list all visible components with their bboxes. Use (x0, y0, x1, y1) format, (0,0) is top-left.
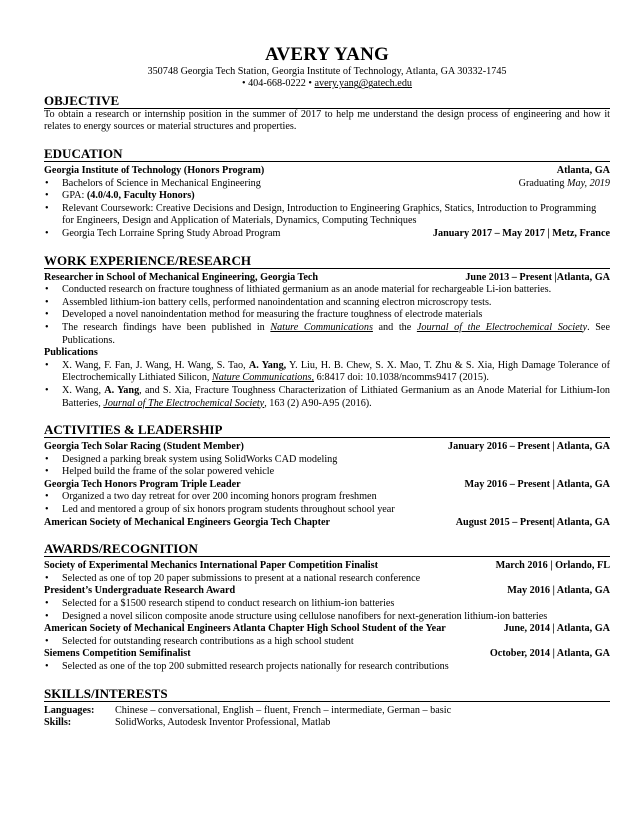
award-header-row: President’s Undergraduate Research Award May 2016 | Atlanta, GA (44, 585, 610, 597)
list-item: • Designed a parking break system using SolidWorks CAD modeling (44, 454, 610, 467)
section-activities-heading: ACTIVITIES & LEADERSHIP (44, 422, 610, 438)
publications-list (44, 360, 610, 410)
list-item: • X. Wang, F. Fan, J. Wang, H. Wang, S. Tao, A. Yang, Y. Liu, H. B. Chew, S. X. Mao, T. Zhu & S. Xia, High Damage Tolerance of Electrochemically Lithiated Silicon, Nature Communications, 6:8417 doi: 10.1038/ncomms9417 (2015). (44, 360, 610, 385)
resume-page (44, 44, 610, 730)
work-header-row (44, 272, 610, 285)
list-item: • Designed a novel silicon composite anode structure using cellulose nanofibers for next-generation lithium-ion batteries (44, 611, 610, 624)
list-item: • Selected as one of top 20 paper submissions to present at a national research conference (44, 573, 610, 586)
list-item: • Conducted research on fracture toughness of lithiated germanium as an anode material for rechargeable Li-ion batteries. (44, 284, 610, 297)
award-header-row: American Society of Mechanical Engineers Atlanta Chapter High School Student of the Year June, 2014 | Atlanta, GA (44, 623, 610, 635)
contact-line (44, 78, 610, 90)
list-item: • Organized a two day retreat for over 200 incoming honors program freshmen (44, 491, 610, 504)
activity-list (44, 491, 610, 516)
publications-heading: Publications (44, 347, 98, 359)
candidate-name: AVERY YANG (265, 44, 389, 65)
section-education-heading: EDUCATION (44, 146, 610, 162)
skills-label: Skills: (44, 717, 72, 729)
table-row (44, 717, 451, 730)
list-item: • Led and mentored a group of six honors program students throughout school year (44, 504, 610, 517)
school-location: Atlanta, GA (556, 165, 610, 176)
activity-list (44, 454, 610, 479)
education-header-row (44, 165, 610, 178)
award-header-row: Siemens Competition Semifinalist October, 2014 | Atlanta, GA (44, 648, 610, 660)
list-item: • Selected for a $1500 research stipend to conduct research on lithium-ion batteries (44, 598, 610, 611)
list-item: • Bachelors of Science in Mechanical Engineering Graduating May, 2019 (44, 178, 610, 191)
list-item: • Selected as one of the top 200 submitted research projects nationally for research contributions (44, 661, 610, 674)
award-header-row: Society of Experimental Mechanics International Paper Competition Finalist March 2016 | Orlando, FL (44, 560, 610, 572)
skills-table (44, 705, 451, 730)
award-list (44, 636, 610, 649)
skills-value: SolidWorks, Autodesk Inventor Professional, Matlab (115, 717, 331, 729)
award-list (44, 661, 610, 674)
list-item: • Georgia Tech Lorraine Spring Study Abroad Program January 2017 – May 2017 | Metz, France (44, 228, 610, 241)
activity-header-row: American Society of Mechanical Engineers Georgia Tech Chapter August 2015 – Present| Atlanta, GA (44, 516, 610, 528)
activity-header-row: Georgia Tech Honors Program Triple Leader May 2016 – Present | Atlanta, GA (44, 478, 610, 490)
address-line: 350748 Georgia Tech Station, Georgia Institute of Technology, Atlanta, GA 30332-1745 (147, 66, 507, 77)
list-item: • The research findings have been published in Nature Communications and the Journal of the Electrochemical Society. See Publications. (44, 322, 610, 347)
list-item: • GPA: (4.0/4.0, Faculty Honors) (44, 190, 610, 203)
education-list (44, 178, 610, 241)
list-item: • Selected for outstanding research contributions as a high school student (44, 636, 610, 649)
list-item: • Helped build the frame of the solar powered vehicle (44, 466, 610, 479)
school-name: Georgia Institute of Technology (Honors Program) (44, 165, 265, 176)
award-list (44, 598, 610, 623)
list-item: • X. Wang, A. Yang, and S. Xia, Fracture Toughness Characterization of Lithiated Germanium as an Anode Material for Lithium-Ion Batteries, Journal of The Electrochemical Society, 163 (2) A90-A95 (2016). (44, 385, 610, 410)
section-awards-heading: AWARDS/RECOGNITION (44, 541, 610, 557)
objective-text: To obtain a research or internship position in the summer of 2017 to help me understand the design process of engineering and how it relates to energy sources or material structures and properties. (44, 108, 610, 133)
section-objective-heading: OBJECTIVE (44, 93, 610, 109)
section-work-heading: WORK EXPERIENCE/RESEARCH (44, 253, 610, 269)
languages-label: Languages: (44, 704, 95, 716)
table-row (44, 705, 451, 718)
work-list (44, 284, 610, 347)
list-item: • Assembled lithium-ion battery cells, performed nanoindentation and scanning electron microscropy tests. (44, 297, 610, 310)
list-item: • Developed a novel nanoindentation method for measuring the fracture toughness of electrode materials (44, 309, 610, 322)
award-list (44, 573, 610, 586)
job-title: Researcher in School of Mechanical Engineering, Georgia Tech (44, 271, 319, 283)
section-skills-heading: SKILLS/INTERESTS (44, 686, 610, 702)
job-date: June 2013 – Present |Atlanta, GA (465, 271, 610, 283)
phone: • 404-668-0222 • (241, 78, 315, 90)
list-item: • Relevant Coursework: Creative Decisions and Design, Introduction to Engineering Graphics, Statics, Introduction to Programming for Engineers, Design and Application of Materials, Dynamics, Computing Techniques (44, 203, 610, 228)
languages-value: Chinese – conversational, English – fluent, French – intermediate, German – basic (115, 704, 452, 716)
email-link[interactable]: avery.yang@gatech.edu (314, 78, 413, 90)
activity-header-row: Georgia Tech Solar Racing (Student Member) January 2016 – Present | Atlanta, GA (44, 441, 610, 453)
